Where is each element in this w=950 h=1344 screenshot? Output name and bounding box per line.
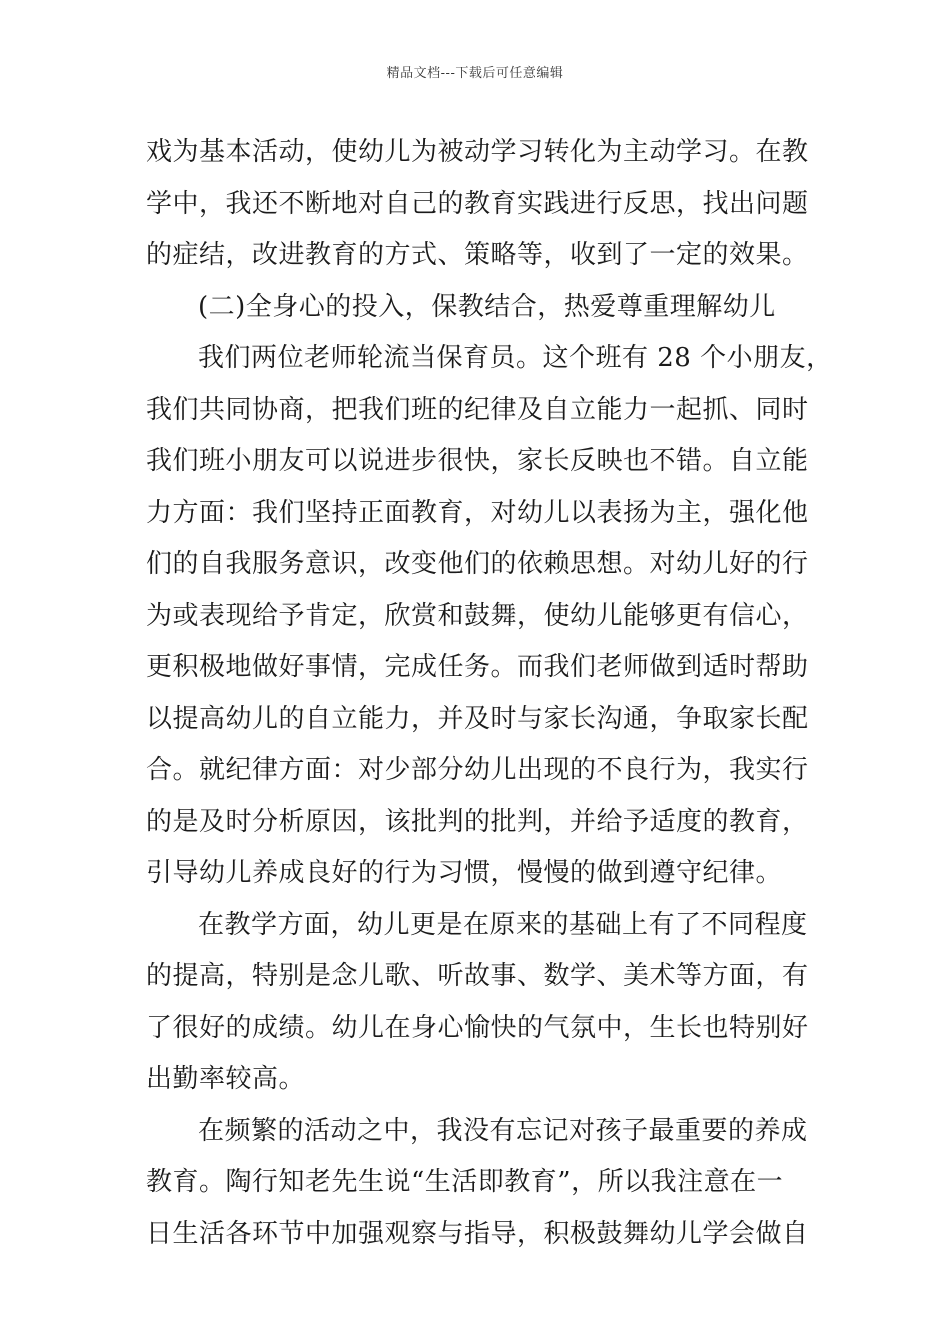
section-heading: (二)全身心的投入，保教结合，热爱尊重理解幼儿 (198, 291, 776, 322)
text-line: 们的自我服务意识，改变他们的依赖思想。对幼儿好的行 (146, 549, 809, 579)
text-line: 合。就纪律方面：对少部分幼儿出现的不良行为，我实行 (146, 755, 809, 785)
text-line: 的症结，改进教育的方式、策略等，收到了一定的效果。 (146, 240, 809, 270)
text-line: 日生活各环节中加强观察与指导，积极鼓舞幼儿学会做自 (146, 1218, 809, 1249)
text-line: 在教学方面，幼儿更是在原来的基础上有了不同程度 (198, 909, 808, 940)
text-line: 我们班小朋友可以说进步很快，家长反映也不错。自立能 (146, 446, 809, 476)
text-line: 教育。陶行知老先生说“生活即教育”，所以我注意在一 (146, 1167, 784, 1197)
text-line: 学中，我还不断地对自己的教育实践进行反思，找出问题 (146, 188, 809, 219)
text-line: 的提高，特别是念儿歌、听故事、数学、美术等方面，有 (146, 961, 809, 991)
text-line: 出勤率较高。 (146, 1064, 306, 1094)
document-body (146, 127, 833, 1260)
text-line: 戏为基本活动，使幼儿为被动学习转化为主动学习。在教 (146, 137, 809, 167)
text-line: 了很好的成绩。幼儿在身心愉快的气氛中，生长也特别好 (146, 1012, 809, 1043)
page-header: 精品文档---下载后可任意编辑 (386, 66, 564, 81)
text-line: 更积极地做好事情，完成任务。而我们老师做到适时帮助 (146, 652, 809, 682)
text-line: 力方面：我们坚持正面教育，对幼儿以表扬为主，强化他 (146, 497, 809, 528)
text-line: 在频繁的活动之中，我没有忘记对孩子最重要的养成 (198, 1115, 808, 1146)
text-line: 为或表现给予肯定，欣赏和鼓舞，使幼儿能够更有信心， (146, 600, 809, 631)
text-line: 以提高幼儿的自立能力，并及时与家长沟通，争取家长配 (146, 703, 809, 734)
text-line: 我们两位老师轮流当保育员。这个班有 28 个小朋友， (198, 343, 833, 373)
text-line: 引导幼儿养成良好的行为习惯，慢慢的做到遵守纪律。 (146, 858, 783, 888)
text-line: 我们共同协商，把我们班的纪律及自立能力一起抓、同时 (146, 394, 809, 425)
text-line: 的是及时分析原因，该批判的批判，并给予适度的教育， (146, 806, 809, 837)
